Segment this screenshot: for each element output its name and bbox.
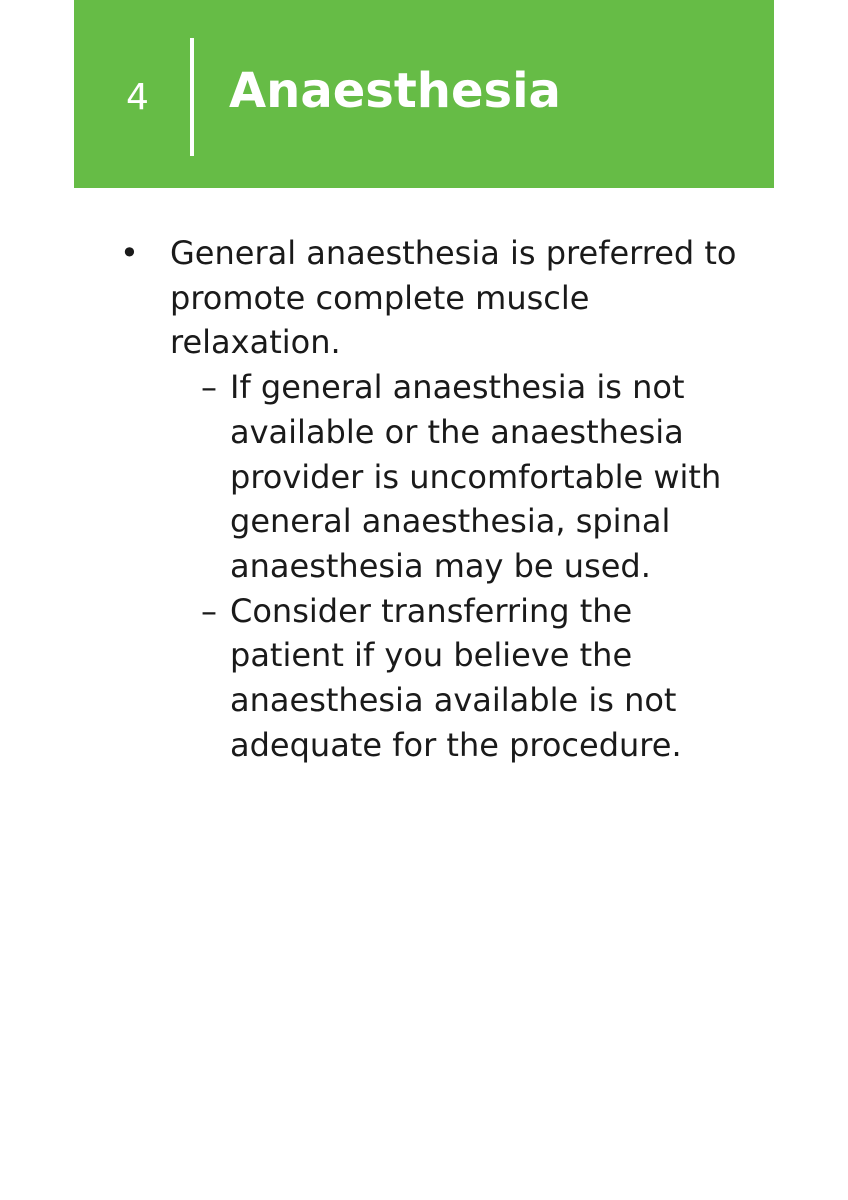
sub-item	[170, 589, 755, 768]
sub-list	[170, 365, 755, 767]
sub-item-text: If general anaesthesia is not available or the anaesthesia provider is uncomfortable with general anaesthesia, spinal anaesthesia may be used.	[230, 368, 722, 585]
dash-icon: –	[201, 368, 217, 407]
header-divider	[190, 38, 194, 156]
sub-item-text: Consider transferring the patient if you believe the anaesthesia available is not adequate for the procedure.	[230, 591, 682, 764]
content-body	[115, 231, 755, 767]
sub-item	[170, 365, 755, 589]
chapter-header	[74, 0, 774, 188]
dash-icon: –	[201, 591, 217, 630]
chapter-title: Anaesthesia	[229, 63, 561, 119]
bullet-icon: •	[120, 234, 139, 272]
bullet-text: General anaesthesia is preferred to promote complete muscle relaxation.	[170, 234, 737, 362]
chapter-number: 4	[126, 77, 149, 118]
bullet-item	[115, 231, 755, 767]
